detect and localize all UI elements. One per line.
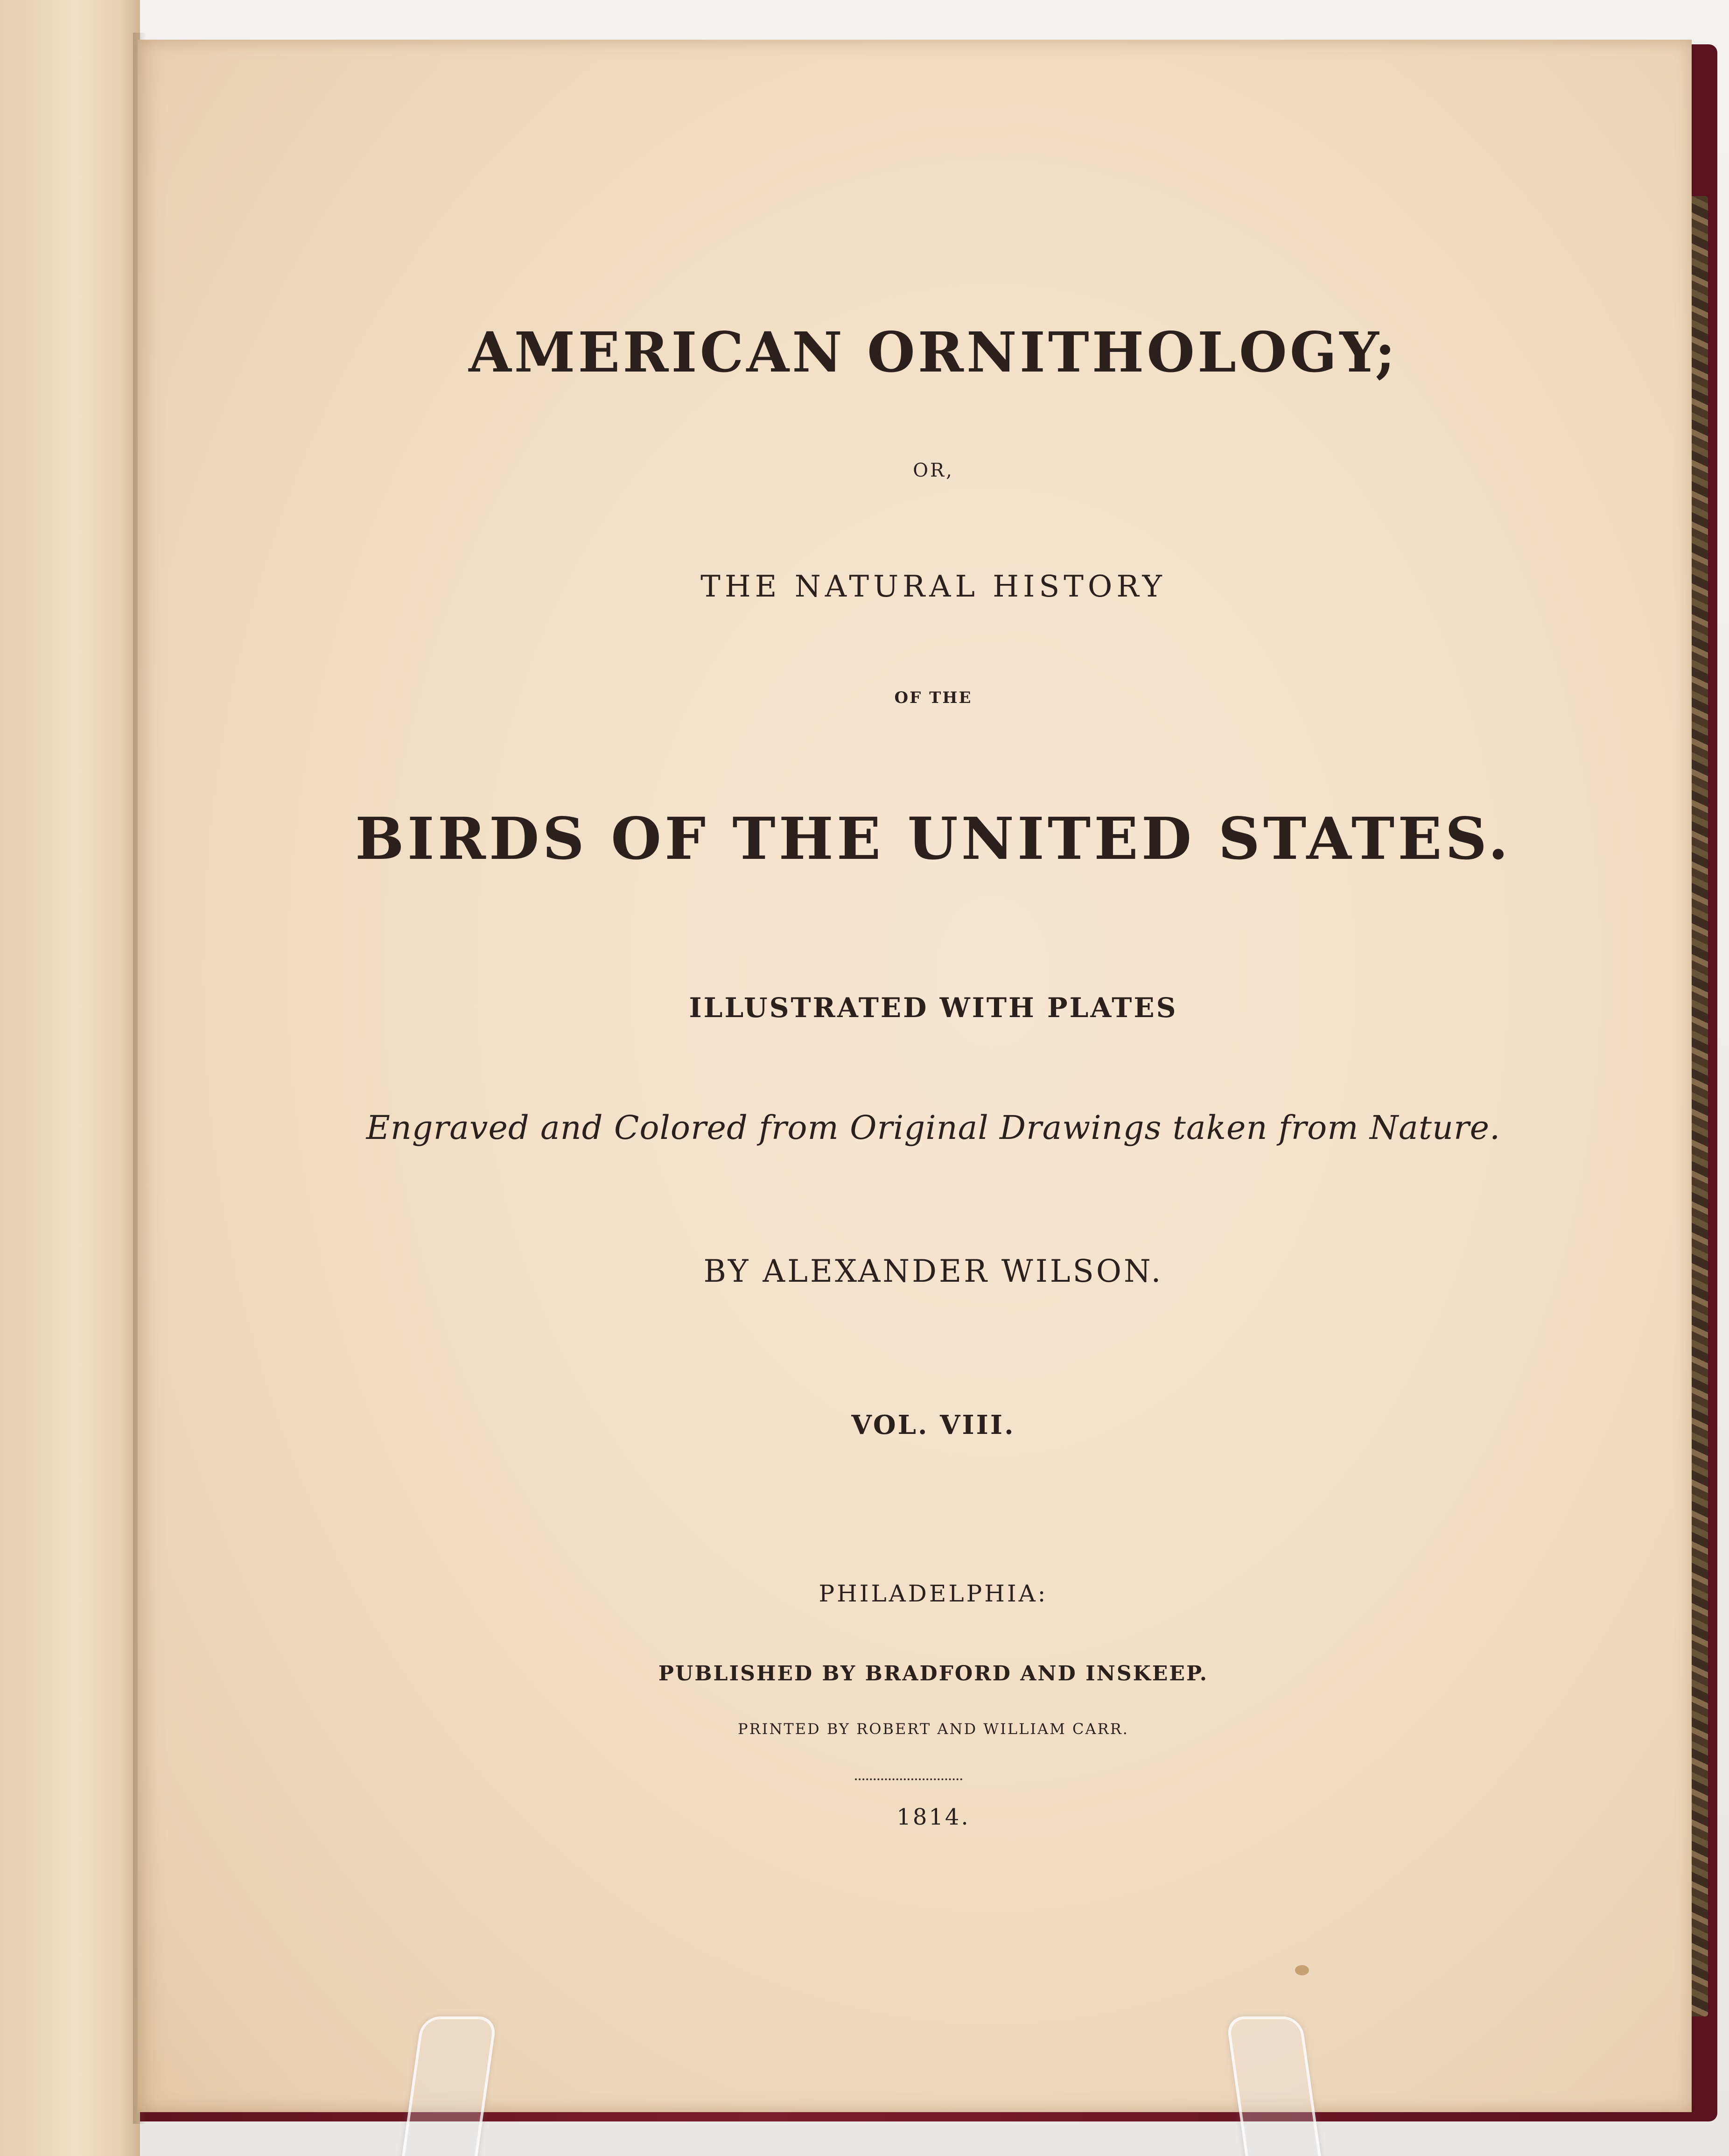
volume-line: VOL. VIII.	[851, 1410, 1015, 1440]
printer-line: PRINTED BY ROBERT AND WILLIAM CARR.	[738, 1720, 1129, 1738]
left-facing-page	[0, 0, 140, 2156]
author-line: BY ALEXANDER WILSON.	[703, 1253, 1163, 1289]
book-title: AMERICAN ORNITHOLOGY;	[469, 320, 1398, 385]
of-the-line: OF THE	[894, 688, 973, 707]
illustrated-line: ILLUSTRATED WITH PLATES	[689, 992, 1178, 1024]
subtitle-line: THE NATURAL HISTORY	[700, 569, 1166, 604]
foxing-spot	[1295, 1965, 1309, 1975]
title-page	[138, 40, 1692, 2112]
or-line: OR,	[913, 460, 954, 481]
publisher-line: PUBLISHED BY BRADFORD AND INSKEEP.	[658, 1662, 1209, 1685]
engraved-line: Engraved and Colored from Original Drawings taken from Nature.	[366, 1109, 1501, 1147]
year-line: 1814.	[896, 1804, 970, 1830]
place-line: PHILADELPHIA:	[819, 1580, 1048, 1607]
dotted-rule	[855, 1778, 962, 1780]
subject-line: BIRDS OF THE UNITED STATES.	[355, 805, 1512, 873]
